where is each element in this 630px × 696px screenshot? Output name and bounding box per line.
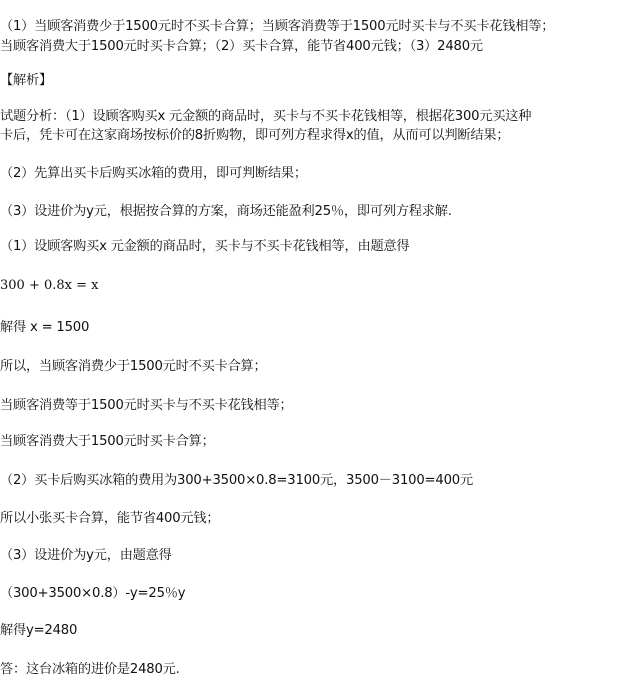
solution-y: 解得y=2480: [0, 623, 78, 638]
conclusion-equal: 当顾客消费等于1500元时买卡与不买卡花钱相等；: [0, 398, 293, 413]
analysis-step-2-hint: （2）先算出买卡后购买冰箱的费用，即可判断结果；: [0, 166, 307, 181]
analysis-intro-line-1: 试题分析：（1）设顾客购买x 元金额的商品时，买卡与不买卡花钱相等，根据花300元买这种: [0, 109, 532, 124]
part-2-conclusion: 所以小张买卡合算，能节省400元钱；: [0, 511, 220, 526]
analysis-heading: 【解析】: [0, 73, 52, 88]
part-3-setup: （3）设进价为y元，由题意得: [0, 548, 172, 563]
answer-line-1: （1）当顾客消费少于1500元时不买卡合算；当顾客消费等于1500元时买卡与不买卡花钱相等；: [0, 19, 555, 34]
equation-2: （300+3500×0.8）-y=25％y: [0, 586, 186, 601]
answer-line-2: 当顾客消费大于1500元时买卡合算；（2）买卡合算，能节省400元钱；（3）2480元: [0, 39, 483, 54]
analysis-intro-line-2: 卡后，凭卡可在这家商场按标价的8折购物，即可列方程求得x的值，从而可以判断结果；: [0, 128, 510, 143]
conclusion-less: 所以，当顾客消费少于1500元时不买卡合算；: [0, 359, 267, 374]
part-2-calculation: （2）买卡后购买冰箱的费用为300+3500×0.8=3100元，3500－3100=400元: [0, 473, 473, 488]
final-answer: 答：这台冰箱的进价是2480元.: [0, 662, 180, 677]
analysis-step-3-hint: （3）设进价为y元，根据按合算的方案，商场还能盈利25％，即可列方程求解.: [0, 204, 452, 219]
solution-x: 解得 x = 1500: [0, 320, 90, 335]
conclusion-more: 当顾客消费大于1500元时买卡合算；: [0, 434, 215, 449]
equation-1: 300 + 0.8x = x: [0, 278, 99, 293]
solution-setup: （1）设顾客购买x 元金额的商品时，买卡与不买卡花钱相等，由题意得: [0, 239, 410, 254]
